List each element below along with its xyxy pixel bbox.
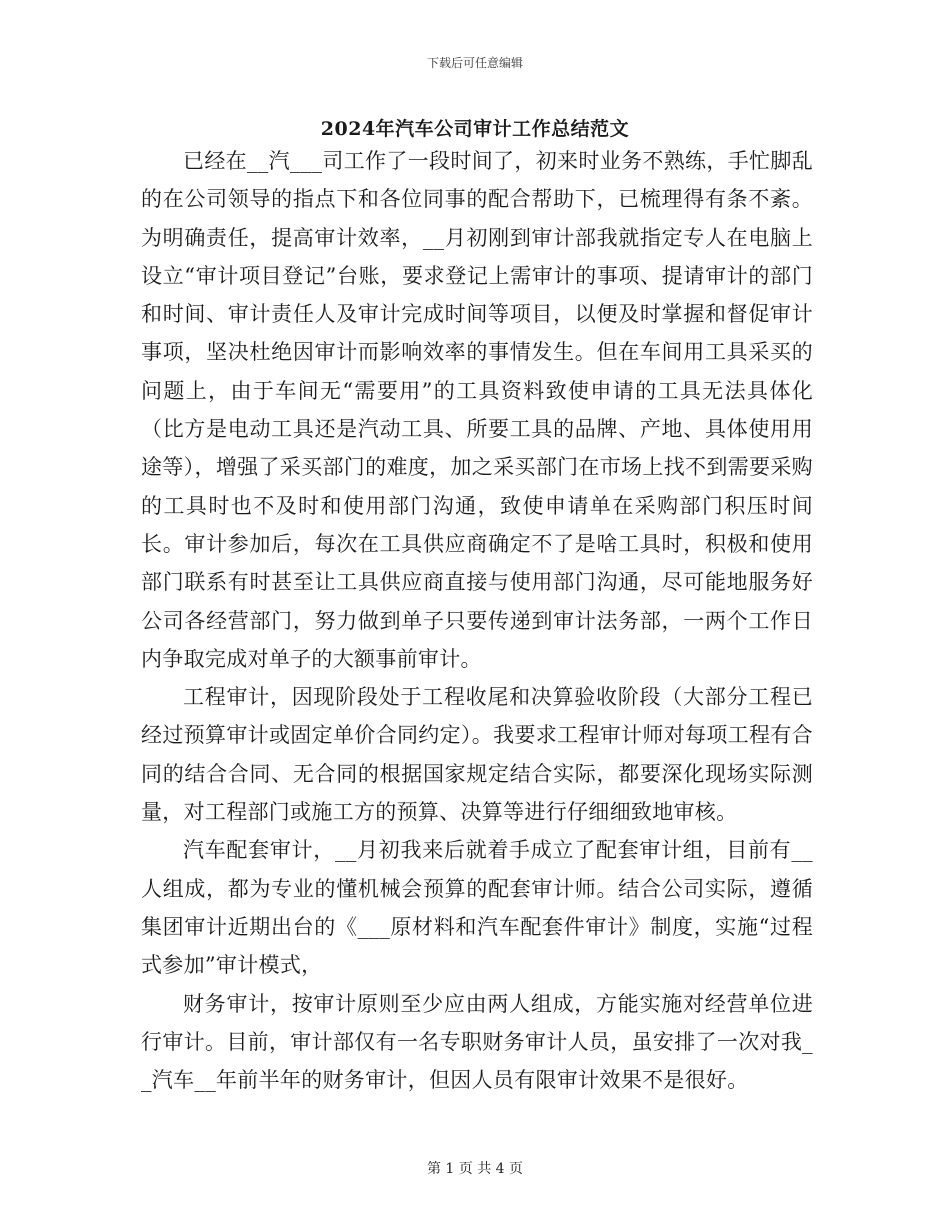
page-number: 第 1 页 共 4 页 <box>426 1161 524 1177</box>
paragraph-engineering-audit: 工程审计，因现阶段处于工程收尾和决算验收阶段（大部分工程已经过预算审计或固定单价合同约定）。我要求工程审计师对每项工程有合同的结合合同、无合同的根据国家规定结合实际，都要深化现场实际测量，对工程部门或施工方的预算、决算等进行仔细细致地审核。 <box>141 685 813 825</box>
page-header-note: 下载后可任意编辑 <box>426 56 523 70</box>
document-title: 2024年汽车公司审计工作总结范文 <box>320 118 630 140</box>
paragraph-financial-audit: 财务审计，按审计原则至少应由两人组成，方能实施对经营单位进行审计。目前，审计部仅有一名专职财务审计人员，虽安排了一次对我__汽车__年前半年的财务审计，但因人员有限审计效果不是很好。 <box>141 991 813 1093</box>
document-body <box>141 142 813 1099</box>
paragraph-auto-parts-audit: 汽车配套审计，__月初我来后就着手成立了配套审计组，目前有__人组成，都为专业的懂机械会预算的配套审计师。结合公司实际，遵循集团审计近期出台的《___原材料和汽车配套件审计》制度，实施“过程式参加”审计模式， <box>141 838 813 978</box>
paragraph-intro: 已经在__汽___司工作了一段时间了，初来时业务不熟练，手忙脚乱的在公司领导的指点下和各位同事的配合帮助下，已梳理得有条不紊。为明确责任，提高审计效率，__月初刚到审计部我就指定专人在电脑上设立“审计项目登记”台账，要求登记上需审计的事项、提请审计的部门和时间、审计责任人及审计完成时间等项目，以便及时掌握和督促审计事项，坚决杜绝因审计而影响效率的事情发生。但在车间用工具采买的问题上，由于车间无“需要用”的工具资料致使申请的工具无法具体化（比方是电动工具还是汽动工具、所要工具的品牌、产地、具体使用用途等），增强了采买部门的难度，加之采买部门在市场上找不到需要采购的工具时也不及时和使用部门沟通，致使申请单在采购部门积压时间长。审计参加后，每次在工具供应商确定不了是啥工具时，积极和使用部门联系有时甚至让工具供应商直接与使用部门沟通，尽可能地服务好公司各经营部门，努力做到单子只要传递到审计法务部，一两个工作日内争取完成对单子的大额事前审计。 <box>141 149 813 671</box>
